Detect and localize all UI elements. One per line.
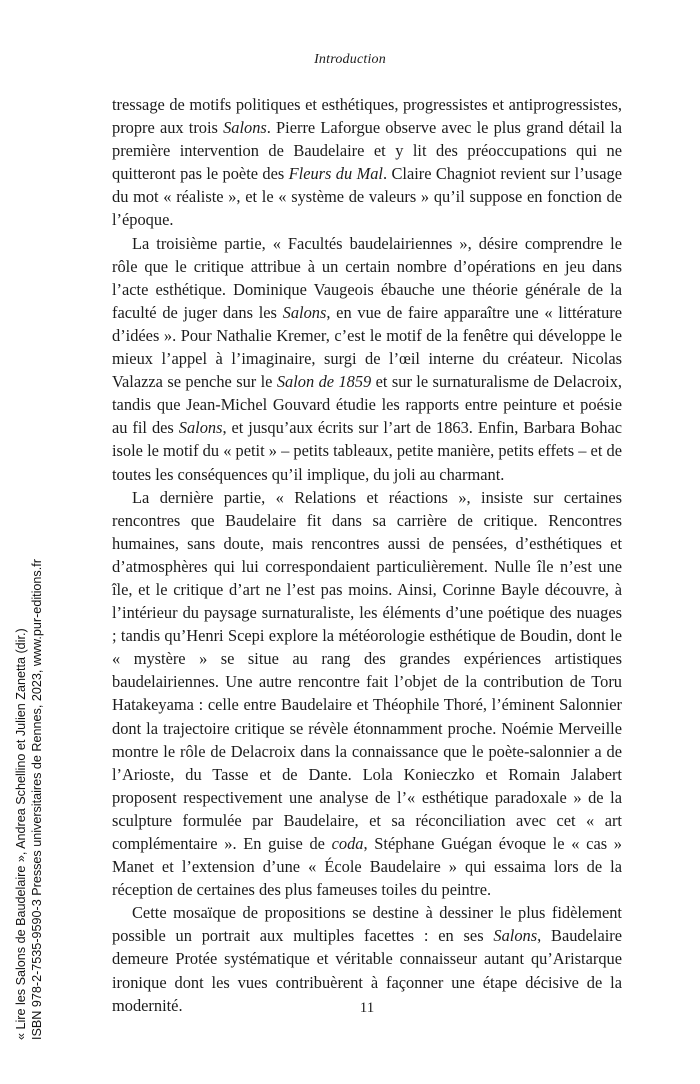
text-run: , en vue de faire apparaître une « littérature d’idées ». Pour Nathalie Kremer, c’est le motif de la fenêtre qui développe le mieux l’appel à l’imaginaire, surgi de l’œil interne du créateur. Nicolas Valazza se penche sur le (112, 302, 622, 392)
text-run: tressage de motifs politiques et esthétiques, progressistes et antiprogressistes, propre aux trois (112, 95, 622, 138)
body-text (112, 93, 622, 1017)
paragraph-2 (112, 232, 622, 486)
page-number: 11 (359, 1000, 375, 1016)
paragraph-3 (112, 486, 622, 902)
italic-title: Fleurs du Mal (288, 164, 383, 184)
italic-title: Salon de 1859 (276, 372, 372, 392)
text-run: . Pierre Laforgue observe avec le plus grand détail la première intervention de Baudelaire et y lit des préoccupations qui ne quitteront pas le poète des (112, 118, 622, 184)
side-note-line-2: ISBN 978-2-7535-9590-3 Presses universitaires de Rennes, 2023, www.pur-editions.fr (30, 559, 44, 1040)
italic-title: coda (331, 834, 364, 853)
text-run: La troisième partie, « Facultés baudelairiennes », désire comprendre le rôle que le critique attribue à un certain nombre d’opérations en jeu dans l’acte esthétique. Dominique Vaugeois ébauche une théorie générale de la faculté de juger dans les (112, 233, 622, 322)
italic-title: Salons (493, 926, 538, 946)
copyright-side-note (13, 559, 45, 1040)
side-note-line-1: « Lire les Salons de Baudelaire », Andrea Schellino et Julien Zanetta (dir.) (14, 628, 28, 1040)
text-run: Cette mosaïque de propositions se destine à dessiner le plus fidèlement possible un portrait aux multiples facettes : en ses (112, 903, 622, 946)
text-run: La dernière partie, « Relations et réactions », insiste sur certaines rencontres que Baudelaire fit dans sa carrière de critique. Rencontres humaines, sans doute, mais rencontres aussi de pensées, d’esthétiques et d’atmosphères qui lui correspondaient particulièrement. Nulle île n’est une île, et le critique d’art ne l’est pas moins. Ainsi, Corinne Bayle découvre, à l’intérieur du paysage surnaturaliste, les éléments d’une poétique des nuages ; tandis qu’Henri Scepi explore la météorologie esthétique de Boudin, dont le « mystère » se situe au rang des grandes expériences artistiques baudelairiennes. Une autre rencontre fait l’objet de la contribution de Toru Hatakeyama : celle entre Baudelaire et Théophile Thoré, l’éminent Salonnier dont la trajectoire critique se révèle étonnamment proche. Noémie Merveille montre le rôle de Delacroix dans la connaissance que le poète-salonnier a de l’Arioste, du Tasse et de Dante. Lola Konieczko et Romain Jalabert proposent respectivement une analyse de l’« esthétique paradoxale » de la sculpture formulée par Baudelaire, et sa réconciliation avec cet « art complémentaire ». En guise de (112, 487, 622, 853)
italic-title: Salons (282, 302, 327, 322)
text-run: et sur le surnaturalisme de Delacroix, tandis que Jean-Michel Gouvard étudie les rapports entre peinture et poésie au fil des (112, 372, 622, 438)
italic-title: Salons (178, 418, 223, 438)
italic-title: Salons (223, 118, 267, 138)
text-run: . Claire Chagniot revient sur l’usage du mot « réaliste », et le « système de valeurs » qu’il suppose en fonction de l’époque. (112, 164, 622, 230)
text-run: , et jusqu’aux écrits sur l’art de 1863. Enfin, Barbara Bohac isole le motif du « petit » – petits tableaux, petite manière, petits effets – et de toutes les conséquences qu’il implique, du joli au charmant. (112, 418, 622, 484)
text-run: , Baudelaire demeure Protée systématique et véritable connaisseur autant qu’Aristarque ironique dont les vues contribuèrent à façonner une étape décisive de la modernité. (112, 926, 623, 1015)
text-run: , Stéphane Guégan évoque le « cas » Manet et l’extension d’une « École Baudelaire » qui essaima lors de la réception de certaines des plus fameuses toiles du peintre. (112, 834, 622, 900)
paragraph-1 (112, 93, 622, 232)
running-head: Introduction (314, 52, 386, 67)
